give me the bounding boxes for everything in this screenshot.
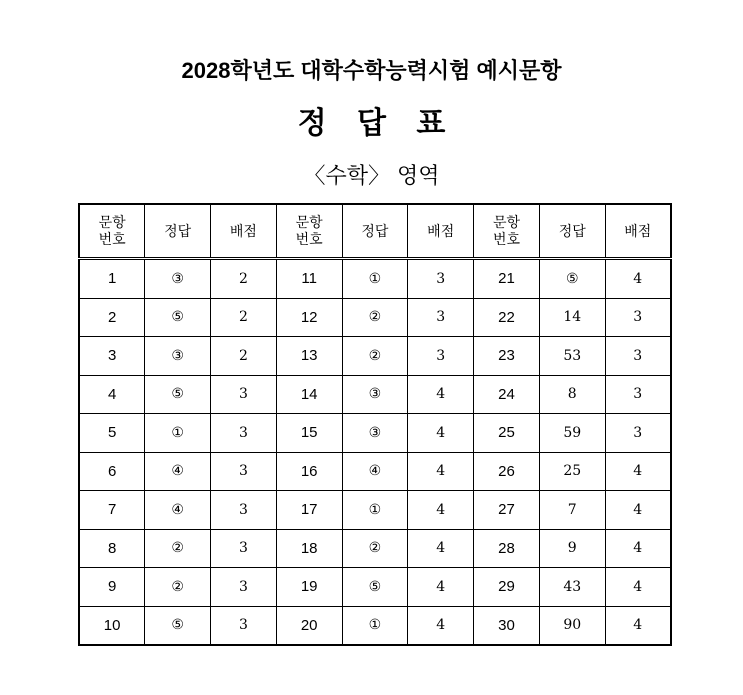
question-number: 20	[276, 606, 342, 645]
header-row	[79, 204, 671, 259]
question-number: 29	[474, 568, 540, 607]
points-cell: 2	[211, 337, 277, 376]
points-cell: 2	[211, 259, 277, 299]
table-row	[79, 606, 671, 645]
question-number: 16	[276, 452, 342, 491]
header-number	[474, 204, 540, 259]
points-cell: 4	[408, 606, 474, 645]
header-answer: 정답	[539, 204, 605, 259]
question-number: 27	[474, 491, 540, 530]
answer-cell: ①	[342, 606, 408, 645]
header-number-line1: 문항	[98, 214, 126, 230]
points-cell: 3	[211, 452, 277, 491]
answer-cell: ④	[145, 452, 211, 491]
header-points: 배점	[605, 204, 671, 259]
answer-cell: 90	[539, 606, 605, 645]
header-answer: 정답	[145, 204, 211, 259]
question-number: 2	[79, 298, 145, 337]
answer-cell: ①	[342, 259, 408, 299]
table-row	[79, 452, 671, 491]
answer-cell: 9	[539, 529, 605, 568]
question-number: 10	[79, 606, 145, 645]
answer-cell: ②	[342, 298, 408, 337]
question-number: 4	[79, 375, 145, 414]
table-row	[79, 529, 671, 568]
points-cell: 3	[408, 259, 474, 299]
question-number: 24	[474, 375, 540, 414]
header-number	[79, 204, 145, 259]
header-number-line2: 번호	[98, 231, 126, 247]
answer-cell: ①	[145, 414, 211, 453]
header-points: 배점	[408, 204, 474, 259]
answer-cell: ④	[342, 452, 408, 491]
answer-cell: ④	[145, 491, 211, 530]
question-number: 11	[276, 259, 342, 299]
points-cell: 3	[211, 529, 277, 568]
answer-cell: 14	[539, 298, 605, 337]
points-cell: 4	[408, 414, 474, 453]
answer-cell: ①	[342, 491, 408, 530]
points-cell: 4	[605, 529, 671, 568]
answer-cell: ⑤	[342, 568, 408, 607]
answer-cell: ⑤	[145, 606, 211, 645]
question-number: 25	[474, 414, 540, 453]
answer-cell: ②	[342, 337, 408, 376]
answer-cell: ③	[342, 375, 408, 414]
points-cell: 4	[605, 491, 671, 530]
table-row	[79, 259, 671, 299]
question-number: 8	[79, 529, 145, 568]
question-number: 22	[474, 298, 540, 337]
answer-cell: ③	[145, 337, 211, 376]
header-points: 배점	[211, 204, 277, 259]
question-number: 3	[79, 337, 145, 376]
points-cell: 4	[605, 568, 671, 607]
header-number-line1: 문항	[492, 214, 520, 230]
points-cell: 3	[605, 375, 671, 414]
points-cell: 3	[605, 298, 671, 337]
points-cell: 3	[408, 337, 474, 376]
points-cell: 4	[408, 568, 474, 607]
question-number: 5	[79, 414, 145, 453]
answer-cell: 43	[539, 568, 605, 607]
answer-cell: 8	[539, 375, 605, 414]
points-cell: 2	[211, 298, 277, 337]
answer-table-header	[79, 204, 671, 259]
question-number: 15	[276, 414, 342, 453]
points-cell: 3	[605, 337, 671, 376]
answer-table	[78, 203, 672, 646]
header-number-line2: 번호	[295, 231, 323, 247]
table-row	[79, 491, 671, 530]
question-number: 21	[474, 259, 540, 299]
question-number: 12	[276, 298, 342, 337]
question-number: 23	[474, 337, 540, 376]
points-cell: 3	[211, 568, 277, 607]
question-number: 18	[276, 529, 342, 568]
table-row	[79, 414, 671, 453]
question-number: 13	[276, 337, 342, 376]
question-number: 30	[474, 606, 540, 645]
answer-cell: ②	[342, 529, 408, 568]
question-number: 28	[474, 529, 540, 568]
points-cell: 3	[605, 414, 671, 453]
points-cell: 3	[211, 606, 277, 645]
answer-cell: 25	[539, 452, 605, 491]
answer-cell: ③	[342, 414, 408, 453]
points-cell: 4	[408, 375, 474, 414]
answer-cell: 59	[539, 414, 605, 453]
header-number	[276, 204, 342, 259]
points-cell: 4	[605, 606, 671, 645]
question-number: 9	[79, 568, 145, 607]
question-number: 1	[79, 259, 145, 299]
points-cell: 4	[605, 259, 671, 299]
question-number: 19	[276, 568, 342, 607]
subject-label: 〈수학〉 영역	[303, 164, 440, 189]
header-number-line1: 문항	[295, 214, 323, 230]
table-row	[79, 298, 671, 337]
answer-cell: ⑤	[145, 298, 211, 337]
points-cell: 3	[408, 298, 474, 337]
answer-table-body	[79, 259, 671, 646]
question-number: 14	[276, 375, 342, 414]
answer-key-heading: 정 답 표	[297, 106, 456, 141]
header-answer: 정답	[342, 204, 408, 259]
question-number: 6	[79, 452, 145, 491]
answer-cell: 53	[539, 337, 605, 376]
answer-cell: ②	[145, 568, 211, 607]
question-number: 26	[474, 452, 540, 491]
answer-cell: ⑤	[145, 375, 211, 414]
answer-cell: 7	[539, 491, 605, 530]
answer-cell: ②	[145, 529, 211, 568]
points-cell: 3	[211, 414, 277, 453]
points-cell: 4	[408, 529, 474, 568]
points-cell: 4	[408, 452, 474, 491]
table-row	[79, 375, 671, 414]
points-cell: 3	[211, 375, 277, 414]
document-title: 2028학년도 대학수학능력시험 예시문항	[181, 58, 562, 83]
answer-cell: ⑤	[539, 259, 605, 299]
table-row	[79, 568, 671, 607]
question-number: 17	[276, 491, 342, 530]
header-number-line2: 번호	[492, 231, 520, 247]
answer-cell: ③	[145, 259, 211, 299]
points-cell: 3	[211, 491, 277, 530]
question-number: 7	[79, 491, 145, 530]
points-cell: 4	[408, 491, 474, 530]
points-cell: 4	[605, 452, 671, 491]
table-row	[79, 337, 671, 376]
